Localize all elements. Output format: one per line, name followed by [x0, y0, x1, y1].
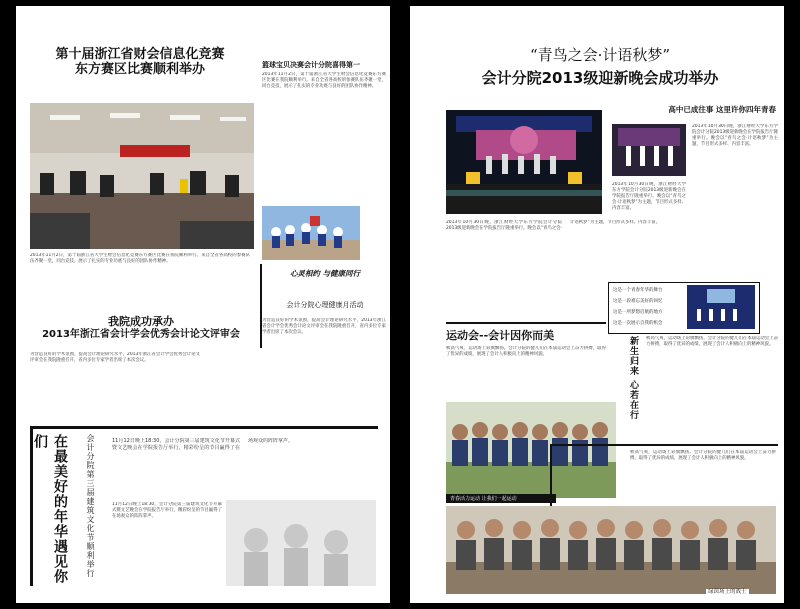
vertical-subheadline [82, 434, 96, 584]
photo-list-item-1: 这是一个青春年华的舞台 [613, 288, 663, 293]
headline-competition [30, 48, 250, 78]
right-page [410, 6, 784, 603]
side-headline: 篮球宝贝决赛会计分院喜得第一 [262, 61, 360, 69]
caption-b-text: 绿茵场上的战士 [708, 589, 747, 595]
sports-top-rule [446, 322, 606, 324]
headline-award-line2: 2013年浙江省会计学会优秀会计论文评审会 [42, 328, 240, 340]
classroom-photo [30, 103, 254, 249]
gala-subhead: 高中已成往事 这里许你四年青春 [668, 105, 776, 114]
side-body-text: 2013年11月2日，第十届浙江省大学生财会信息化竞赛东方赛区比赛在我院顺利举行。来自全省各高校的参赛队伍齐聚一堂，同台竞技，展示了扎实的专业功底与良好的团队协作精神。 [262, 72, 386, 89]
stage-small-photo [687, 285, 755, 329]
caption-b [706, 578, 776, 595]
performance-photo [612, 124, 686, 176]
vertical-subheadline-text: 会计分院第三届建筑文化节顺利举行 [86, 434, 95, 578]
photo-list-item-3: 这是一所梦想启航的地方 [613, 310, 663, 315]
gala-headline: 会计分院2013级迎新晚会成功举办 [481, 69, 719, 87]
photo-list-item-4: 这是一次展示自我的机会 [613, 321, 663, 326]
gala-body-mid: 2013年10月30日晚，浙江财经大学东方学院会计分院2013级迎新晚会在学院报告厅隆重举行。晚会以“青鸟之会·计语秋梦”为主题，节目形式多样、内容丰富。 [612, 182, 686, 211]
sports-headline: 运动会--会计因你而美 [446, 329, 555, 342]
sports-vertical [622, 336, 640, 446]
caption-a-text: 青春活力运动 让我们一起运动 [450, 496, 517, 502]
sports-body-right: 秋高气爽，运动场上彩旗飘扬。会计分院的健儿们在本届运动会上奋力拼搏，取得了优异的成绩，展现了会计人积极向上的精神风貌。 [646, 336, 778, 347]
team-photo [446, 402, 616, 498]
sports-mid-rule-h [550, 444, 778, 446]
body-text-festival: 11月12日晚上18:30，会计分院第三届建筑文化节开幕式暨文艺晚会在学院报告厅举行，精彩纷呈的节目赢得了在场观众的阵阵掌声。 [112, 438, 294, 451]
gala-body-right: 2013年10月30日晚，浙江财经大学东方学院会计分院2013级迎新晚会在学院报告厅隆重举行。晚会以“青鸟之会·计语秋梦”为主题，节目形式多样、内容丰富。 [692, 124, 778, 147]
headline-competition-line1: 第十届浙江省财会信息化竞赛 [55, 47, 225, 62]
body-text-award: 为营造良好的学术氛围，提高会计理论研究水平，2013年浙江省会计学会优秀会计论文评审会在我院隆重召开，省内多位专家学者出席了本次会议。 [30, 352, 200, 363]
body-text-festival-2: 11月12日晚上18:30，会计分院第三届建筑文化节开幕式暨文艺晚会在学院报告厅举行，精彩纷呈的节目赢得了在场观众的阵阵掌声。 [112, 502, 222, 519]
quote-title: “青鸟之会·计语秋梦” [529, 46, 671, 64]
health-title: 会计分院心理健康月活动 [286, 301, 364, 309]
sports-body: 秋高气爽，运动场上彩旗飘扬。会计分院的健儿们在本届运动会上奋力拼搏，取得了优异的成绩，展现了会计人积极向上的精神风貌。 [446, 346, 606, 357]
right-column-text: 为营造良好的学术氛围，提高会计理论研究水平，2013年浙江省会计学会优秀会计论文评审会在我院隆重召开，省内多位专家学者出席了本次会议。 [262, 318, 386, 335]
photo-list-box [608, 282, 760, 334]
sports-vertical-text: 新生归来 心若在行 [628, 336, 638, 421]
caption-bar-a [446, 494, 556, 503]
photo-list-item-2: 这是一段难忘美好的回忆 [613, 299, 663, 304]
frame-left-rule [30, 426, 33, 586]
health-tag: 心灵相约 与健康同行 [289, 269, 361, 278]
headline-competition-line2: 东方赛区比赛顺利举办 [74, 61, 205, 77]
vertical-headline [32, 434, 70, 584]
festival-faded-photo [226, 500, 376, 586]
headline-award [30, 316, 252, 340]
headline-award-line1: 我院成功承办 [108, 315, 174, 328]
vertical-headline-text: 在最美好的年华遇见你们 [32, 434, 68, 584]
sports-body-bottom: 秋高气爽，运动场上彩旗飘扬。会计分院的健儿们在本届运动会上奋力拼搏，取得了优异的成绩，展现了会计人积极向上的精神风貌。 [630, 450, 776, 461]
body-text-competition: 2013年11月2日，第十届浙江省大学生财会信息化竞赛东方赛区比赛在我院顺利举行。来自全省各高校的参赛队伍齐聚一堂，同台竞技，展示了扎实的专业功底与良好的团队协作精神。 [30, 253, 250, 264]
frame-top-rule [30, 426, 378, 429]
gala-body-main: 2013年10月30日晚，浙江财经大学东方学院会计分院2013级迎新晚会在学院报告厅隆重举行。晚会以“青鸟之会·计语秋梦”为主题，节目形式多样、内容丰富。 [446, 220, 661, 231]
left-page [16, 6, 390, 603]
cheerleader-photo [262, 206, 360, 260]
stage-photo [446, 110, 602, 214]
